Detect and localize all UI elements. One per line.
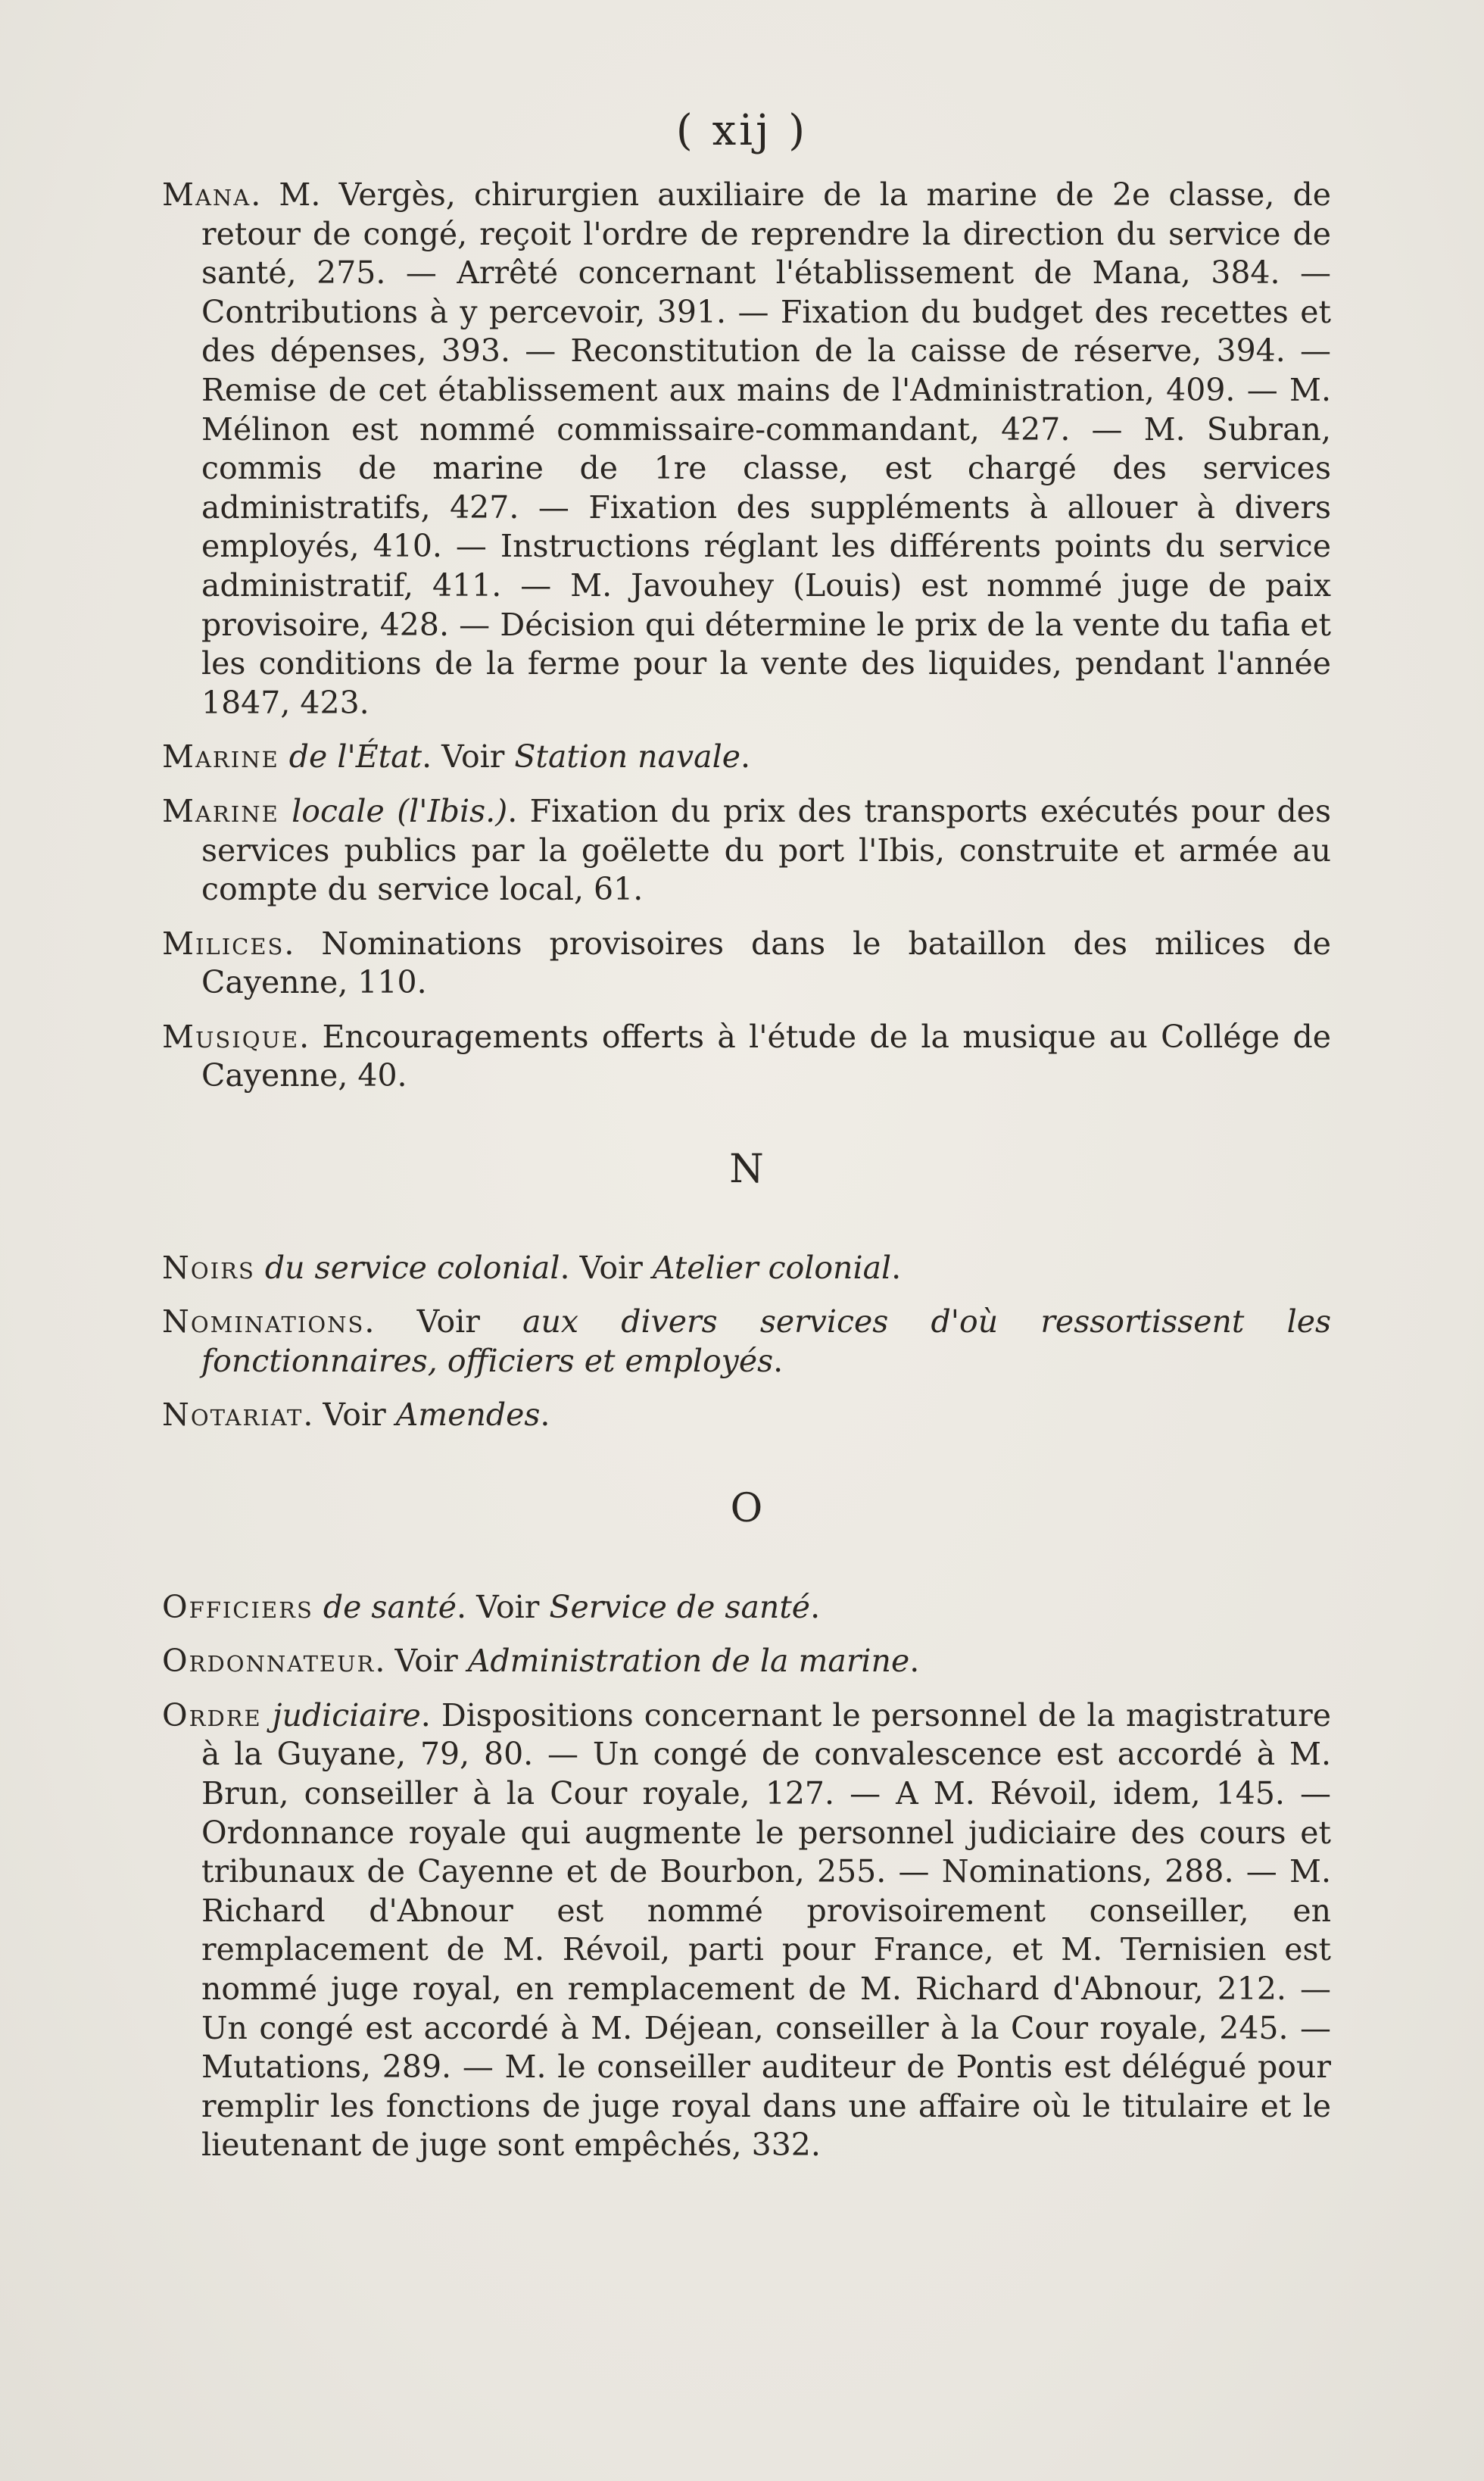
entry-cross-reference: Amendes [395,1397,541,1434]
index-entry [162,738,1331,777]
entry-qualifier: judiciaire [261,1696,421,1734]
index-entry [162,1696,1331,2165]
entry-end: . [773,1342,784,1379]
entry-text: . [303,1397,313,1434]
entry-text: . [364,1303,375,1340]
entry-cross-reference: Service de santé [549,1588,811,1625]
entry-heading: Ordre [162,1696,262,1734]
section-letter: N [729,1147,764,1193]
entry-text: . [560,1249,570,1286]
index-entry [162,1642,1331,1681]
entry-qualifier: locale (l'Ibis.) [279,792,508,829]
index-entry [162,1303,1331,1381]
entry-text: . [422,738,432,776]
index-entry [162,1396,1331,1435]
index-entry [162,176,1331,722]
entry-see-also: Voir [374,1303,523,1340]
entry-see-also: Voir [466,1588,550,1625]
entry-cross-reference: aux divers services d'où ressortissent les fonctionnaires, officiers et employés [201,1303,1331,1379]
index-entry [162,1588,1331,1627]
entry-heading: Noirs [162,1249,255,1286]
entry-end: . [891,1249,902,1286]
entry-qualifier: du service colonial [254,1249,560,1286]
entry-heading: Musique [162,1018,300,1055]
entry-see-also: Voir [313,1397,396,1434]
entry-heading: Mana [162,176,251,213]
entry-qualifier: de l'État [279,738,422,776]
entry-cross-reference: Atelier colonial [652,1249,892,1286]
entry-heading: Nominations [162,1303,365,1340]
entry-see-also: Voir [432,738,515,776]
page-number: ( xij ) [675,106,809,155]
index-entry [162,1249,1331,1288]
entry-cross-reference: Station navale [514,738,740,776]
entry-heading: Milices [162,925,285,962]
index-entry [162,792,1331,910]
entry-cross-reference: Administration de la marine [467,1643,910,1680]
index-entry [162,1018,1331,1096]
entry-text: . [457,1588,467,1625]
entry-text: . Nominations provisoires dans le bataillon des milices de Cayenne, 110. [201,925,1331,1001]
entry-text: . Fixation du prix des transports exécutés pour des services publics par la goëlette du port l'Ibis, construite et armée au compte du service local, 61. [201,792,1331,908]
entry-end: . [810,1588,821,1625]
entry-see-also: Voir [569,1249,653,1286]
entry-qualifier: de santé [313,1588,457,1625]
entry-end: . [540,1397,550,1434]
entry-heading: Ordonnateur [162,1643,376,1680]
entry-text: . Dispositions concernant le personnel de la magistrature à la Guyane, 79, 80. — Un congé de convalescence est accordé à M. Brun, conseiller à la Cour royale, 127. — A M. Révoil, idem, 145. — Ordonnance royale qui augmente le personnel judiciaire des cours et tribunaux de Cayenne et de Bourbon, 255. — Nominations, 288. — M. Richard d'Abnour est nommé provisoirement conseiller, en remplacement de M. Révoil, parti pour France, et M. Ternisien est nommé juge royal, en remplacement de M. Richard d'Abnour, 212. — Un congé est accordé à M. Déjean, conseiller à la Cour royale, 245. — Mutations, 289. — M. le conseiller auditeur de Pontis est délégué pour remplir les fonctions de juge royal dans une affaire où le titulaire et le lieutenant de juge sont empêchés, 332. [201,1696,1331,2164]
entry-heading: Marine [162,792,279,829]
entry-text: . Encouragements offerts à l'étude de la musique au Collége de Cayenne, 40. [201,1018,1331,1094]
entry-text: . [375,1643,385,1680]
index-content [162,176,1331,2180]
entry-heading: Notariat [162,1397,304,1434]
section-letter: O [730,1486,763,1532]
entry-heading: Officiers [162,1588,313,1625]
entry-heading: Marine [162,738,279,776]
entry-see-also: Voir [385,1643,468,1680]
index-entry [162,925,1331,1003]
entry-end: . [909,1643,920,1680]
entry-text: . M. Vergès, chirurgien auxiliaire de la marine de 2e classe, de retour de congé, reçoit l'ordre de reprendre la direction du service de santé, 275. — Arrêté concernant l'établissement de Mana, 384. — Contributions à y percevoir, 391. — Fixation du budget des recettes et des dépenses, 393. — Reconstitution de la caisse de réserve, 394. — Remise de cet établissement aux mains de l'Administration, 409. — M. Mélinon est nommé commissaire-commandant, 427. — M. Subran, commis de marine de 1re classe, est chargé des services administratifs, 427. — Fixation des suppléments à allouer à divers employés, 410. — Instructions réglant les différents points du service administratif, 411. — M. Javouhey (Louis) est nommé juge de paix provisoire, 428. — Décision qui détermine le prix de la vente du tafia et les conditions de la ferme pour la vente des liquides, pendant l'année 1847, 423. [201,176,1331,721]
entry-end: . [740,738,751,776]
